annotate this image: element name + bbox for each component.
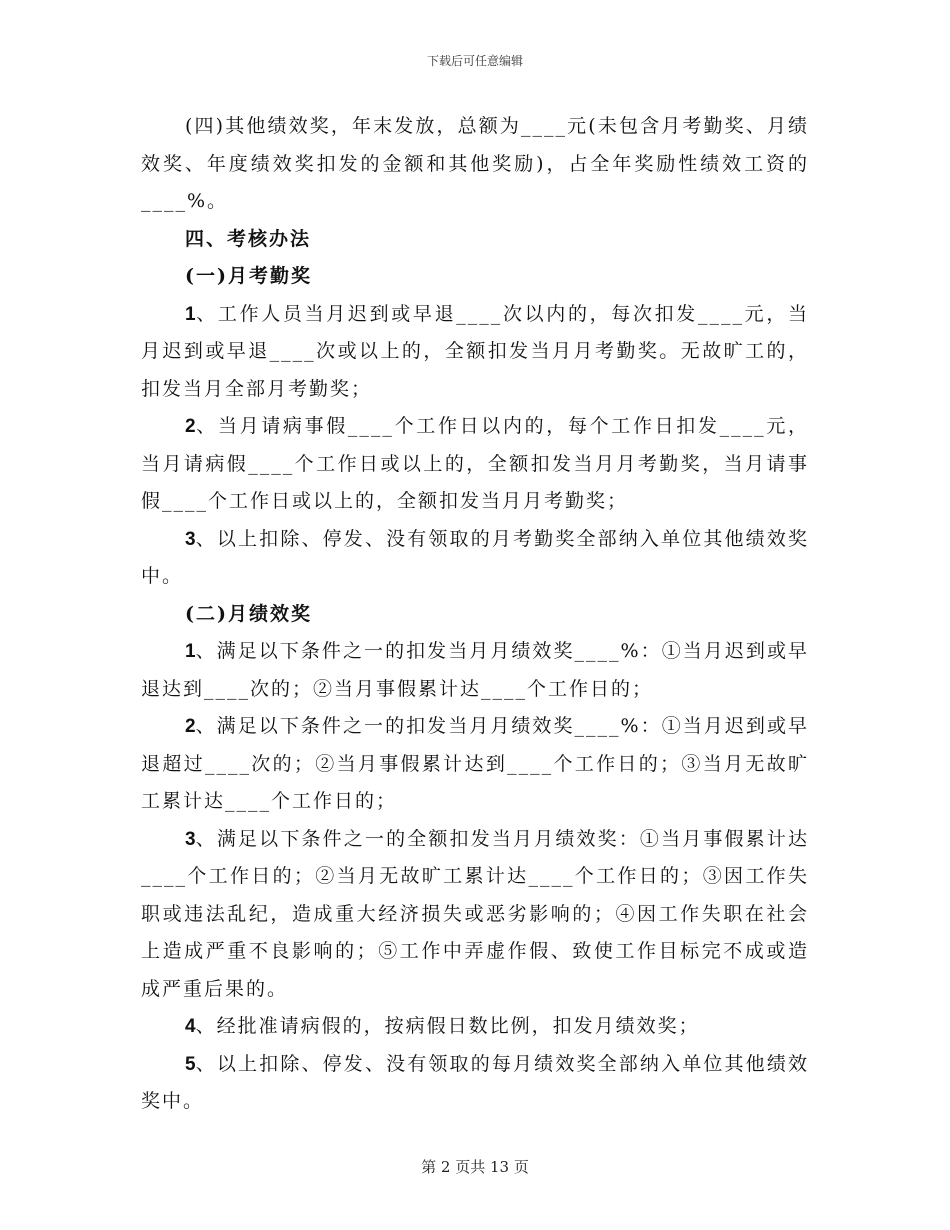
list-item: 1、满足以下条件之一的扣发当月月绩效奖____%：①当月迟到或早退达到____次的；②当月事假累计达____个工作日的； <box>141 640 809 700</box>
list-item: 2、满足以下条件之一的扣发当月月绩效奖____%：①当月迟到或早退超过____次的；②当月事假累计达到____个工作日的；③当月无故旷工累计达____个工作日的； <box>141 715 809 812</box>
paragraph-other-bonus: (四)其他绩效奖，年末发放，总额为____元(未包含月考勤奖、月绩效奖、年度绩效奖扣发的金额和其他奖励)，占全年奖励性绩效工资的____%。 <box>141 115 809 212</box>
list-item: 4、经批准请病假的，按病假日数比例，扣发月绩效奖； <box>185 1015 700 1037</box>
section-heading-assessment: 四、考核办法 <box>185 227 312 250</box>
document-body <box>141 108 809 1121</box>
subsection-heading-attendance: (一)月考勤奖 <box>185 265 312 287</box>
list-item: 2、当月请病事假____个工作日以内的，每个工作日扣发____元，当月请病假____个工作日或以上的，全额扣发当月月考勤奖，当月请事假____个工作日或以上的，全额扣发当月月考勤奖； <box>141 415 809 512</box>
list-item: 3、满足以下条件之一的全额扣发当月月绩效奖：①当月事假累计达____个工作日的；②当月无故旷工累计达____个工作日的；③因工作失职或违法乱纪，造成重大经济损失或恶劣影响的；④因工作失职在社会上造成严重不良影响的；⑤工作中弄虚作假、致使工作目标完不成或造成严重后果的。 <box>141 827 809 1000</box>
page-number: 第 2 页共 13 页 <box>421 1158 529 1176</box>
list-item: 5、以上扣除、停发、没有领取的每月绩效奖全部纳入单位其他绩效奖中。 <box>141 1052 809 1112</box>
page-header: 下载后可任意编辑 <box>426 54 523 68</box>
subsection-heading-performance: (二)月绩效奖 <box>185 602 312 625</box>
list-item: 1、工作人员当月迟到或早退____次以内的，每次扣发____元，当月迟到或早退____次或以上的，全额扣发当月月考勤奖。无故旷工的，扣发当月全部月考勤奖； <box>141 302 809 400</box>
list-item: 3、以上扣除、停发、没有领取的月考勤奖全部纳入单位其他绩效奖中。 <box>141 527 809 587</box>
